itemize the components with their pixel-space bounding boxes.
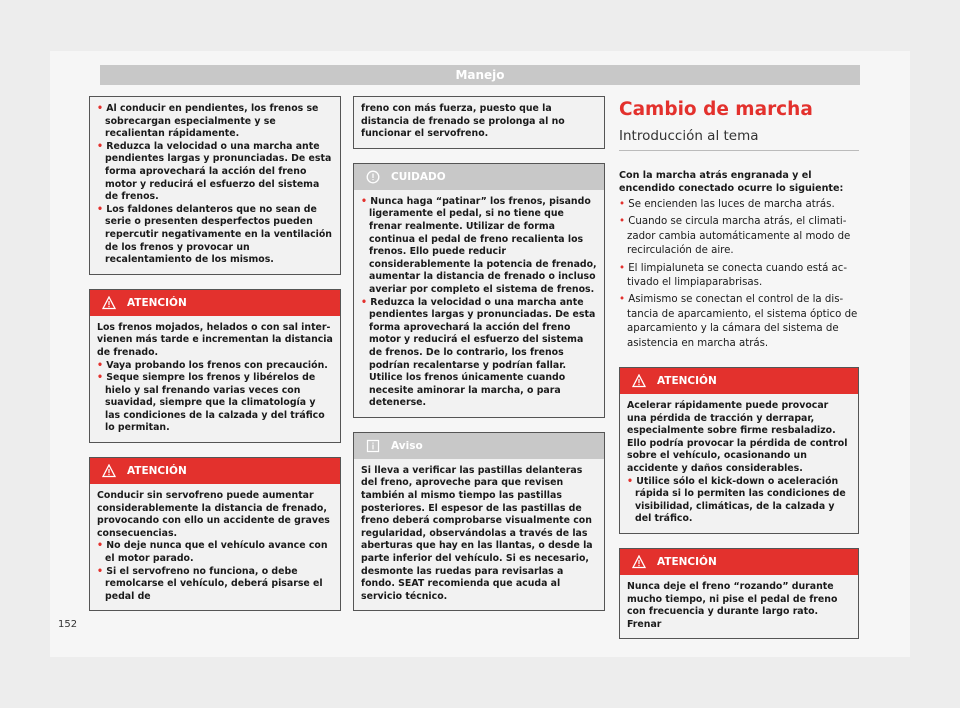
warning-text: Conducir sin servofreno puede aumentar considerablemente la distancia de frenado, provocando con ello un accidente de graves consecuencias.: [97, 490, 330, 539]
warning-box: [619, 367, 859, 534]
bullet-item: • Si el servofreno no funciona, o debe remolcarse el vehículo, deberá pisarse el pedal de: [97, 565, 323, 602]
bullet-item: • Reduzca la velocidad o una marcha ante pendientes largas y pronunciadas. De esta forma aprovechará la acción del freno motor y reducirá el esfuerzo del sistema de frenos. De lo contrario, los frenos podrían recalentarse y podrían fallar. Utilice los frenos únicamente cuando necesite aminorar la marcha, o para detenerse.: [361, 296, 596, 409]
warning-text: Nunca deje el freno “rozando” durante mucho tiempo, ni pise el pedal de freno con frecuencia y durante largo rato. Frenar: [627, 581, 838, 630]
bullet-item: • Seque siempre los frenos y libérelos de hielo y sal frenando varias veces con suavidad, siempre que la climatología y las condiciones de la calzada y del tráfico lo permitan.: [97, 372, 325, 434]
bullet-icon: •: [97, 565, 107, 577]
caution-header: [354, 164, 604, 190]
column-2: [353, 96, 605, 625]
warning-label: ATENCIÓN: [127, 296, 187, 309]
bullet-icon: •: [361, 296, 371, 308]
warning-triangle-icon: [102, 296, 116, 310]
bullet-item: • Al conducir en pendientes, los frenos se sobrecargan especialmente y se recalientan rápidamente.: [97, 103, 319, 140]
bullet-icon: •: [97, 203, 107, 215]
warning-label: ATENCIÓN: [657, 375, 717, 388]
page-number: 152: [58, 619, 78, 630]
continued-warning-box: [353, 96, 605, 149]
warning-header: [90, 458, 340, 484]
warning-header: [620, 549, 858, 575]
bullet-item: • Cuando se circula marcha atrás, el climatizador cambia automáticamente al modo de recirculación de aire.: [619, 216, 851, 257]
bullet-item: • Asimismo se conectan el control de la distancia de aparcamiento, el sistema óptico de aparcamiento y la cámara del sistema de asistencia en marcha atrás.: [619, 294, 858, 349]
bullet-item: • Nunca haga “patinar” los frenos, pisando ligeramente el pedal, si no tiene que frenar realmente. Utilizar de forma continua el pedal de freno recalienta los frenos. Ello puede reducir considerablemente la potencia de frenado, aumentar la distancia de frenado o incluso averiar por completo el sistema de frenos.: [361, 195, 597, 295]
continued-warning-box: [89, 96, 341, 275]
warning-box: [89, 457, 341, 611]
warning-box: [89, 289, 341, 443]
warning-header: [90, 290, 340, 316]
warning-text: Acelerar rápidamente puede provocar una pérdida de tracción y derrapar, especialmente sobre firme resbaladizo. Ello podría provocar la pérdida de control sobre el vehículo, ocasionando un accidente y daños considerables.: [627, 400, 848, 475]
caution-icon: [366, 170, 380, 184]
warning-label: ATENCIÓN: [127, 465, 187, 478]
bullet-item: • El limpialuneta se conecta cuando está activado el limpiaparabrisas.: [619, 262, 848, 289]
section-title: Cambio de marcha: [619, 99, 813, 120]
caution-label: CUIDADO: [391, 170, 446, 183]
column-3: [619, 96, 859, 653]
bullet-icon: •: [97, 540, 107, 552]
bullet-icon: •: [619, 199, 629, 210]
note-text: Si lleva a verificar las pastillas delanteras del freno, aproveche para que revisen también al mismo tiempo las pastillas posteriores. El espesor de las pastillas de freno deberá comprobarse visualmente con regularidad, observándolas a través de las aberturas que hay en las llantas, o desde la parte inferior del vehículo. Si es necesario, desmonte las ruedas para revisarlas a fondo. SEAT recomienda que acuda al servicio técnico.: [361, 464, 593, 602]
bullet-icon: •: [97, 359, 107, 371]
caution-box: [353, 163, 605, 418]
intro-text: Con la marcha atrás engranada y el encendido conectado ocurre lo siguiente:: [619, 170, 844, 194]
bullet-list: [619, 198, 859, 351]
bullet-icon: •: [97, 372, 107, 384]
bullet-icon: •: [361, 195, 371, 207]
note-box: [353, 432, 605, 612]
warning-text: Los frenos mojados, helados o con sal intervienen más tarde e incrementan la distancia de frenado.: [97, 321, 333, 358]
bullet-item: • No deje nunca que el vehículo avance con el motor parado.: [97, 540, 328, 565]
bullet-icon: •: [97, 140, 107, 152]
warning-box: [619, 548, 859, 639]
warning-triangle-icon: [102, 464, 116, 478]
bullet-icon: •: [619, 294, 629, 306]
bullet-icon: •: [97, 103, 107, 114]
bullet-item: • Reduzca la velocidad o una marcha ante pendientes largas y pronunciadas. De esta forma aprovechará la acción del freno motor y reducirá el esfuerzo del sistema de frenos.: [97, 140, 332, 203]
warning-header: [620, 368, 858, 394]
warning-triangle-icon: [632, 555, 646, 569]
bullet-icon: •: [619, 262, 629, 274]
note-header: [354, 433, 604, 459]
bullet-item: • Vaya probando los frenos con precaución.: [97, 359, 328, 371]
warning-label: ATENCIÓN: [657, 556, 717, 568]
bullet-icon: •: [627, 475, 637, 487]
info-icon: [366, 439, 380, 453]
bullet-item: • Los faldones delanteros que no sean de serie o presenten desperfectos pueden repercutir negativamente en la ventilación de los frenos y provocar un recalentamiento de los mismos.: [97, 203, 332, 266]
bullet-item: • Se encienden las luces de marcha atrás.: [619, 199, 835, 210]
warning-text: freno con más fuerza, puesto que la distancia de frenado se prolonga al no funcionar el servofreno.: [361, 103, 565, 140]
column-1: [89, 96, 341, 625]
section-subtitle: Introducción al tema: [619, 128, 859, 151]
section-header: Manejo: [100, 65, 860, 85]
bullet-item: • Utilice sólo el kick-down o aceleración rápida si lo permiten las condiciones de visibilidad, climáticas, de la calzada y del tráfico.: [627, 475, 846, 525]
bullet-icon: •: [619, 216, 629, 228]
warning-triangle-icon: [632, 374, 646, 388]
note-label: Aviso: [391, 439, 423, 452]
